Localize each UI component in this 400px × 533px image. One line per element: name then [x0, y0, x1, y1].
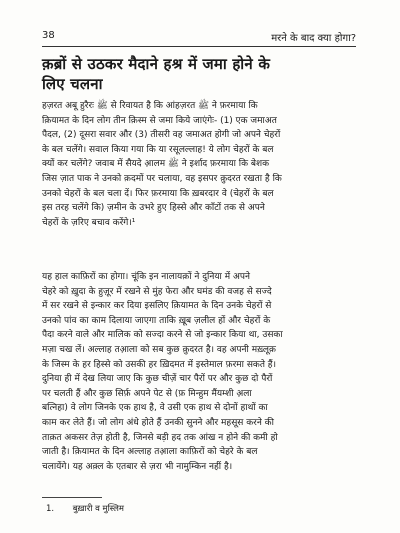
paragraph-hadith: [42, 99, 356, 230]
text-line: क़ियामत के दिन लोग तीन क़िस्म से जमा किये जाएंगेः- (1) एक जमाअत: [42, 115, 277, 126]
text-line: उनको चेहरों के बल चला दें। फिर फ़रमाया कि ख़बरदार वे (चेहरों के बल: [42, 188, 274, 199]
footnote-number: 1.: [46, 504, 55, 514]
text-line: जिस ज़ात पाक ने उनको क़दमों पर चलाया, वह इसपर क़ुदरत रखता है कि: [42, 173, 282, 184]
text-line: यह हाल काफ़िरों का होगा। चूंकि इन नालायक़ों ने दुनिया में अपने: [42, 272, 250, 282]
text-line: इस तरह चलेंगे कि) ज़मीन के उभरे हुए हिस्से और काँटों तक से अपने: [42, 203, 265, 214]
text-line: मज़ा चख लें। अल्लाह तआ़ला को सब कुछ क़ुदरत है। वह अपनी मख़्लूक़: [42, 344, 276, 355]
page-header: [42, 30, 356, 47]
text-line: क्यों कर चलेंगे? जवाब में सैयदे आ़लम ﷺ ने इर्शाद फ़रमाया कि बेशक: [42, 159, 270, 170]
chapter-title-line: लिए चलना: [42, 75, 103, 93]
text-line: बत्निहा) वे लोग जिनके एक हाथ है, वे उसी एक हाथ से दोनों हाथों का: [42, 403, 268, 414]
text-line: पैदा करने वाले और मालिक को सज्दा करने से जो इन्कार किया था, उसका: [42, 330, 283, 341]
running-head: मरने के बाद क्या होगा?: [271, 33, 356, 44]
text-line: पर चलती हैं और कुछ सिर्फ़ अपने पेट से (फ़ मिन्हुम मैंयम्शी अ़ला: [42, 388, 252, 399]
text-line: चलायेंगे। यह अक़्ल के एतबार से ज़रा भी नामुम्किन नहीं है।: [42, 461, 233, 472]
page-number: 38: [42, 30, 55, 41]
footnote: [46, 503, 124, 515]
text-line: उनको पांव का काम दिलाया जाएगा ताकि ख़ूब ज़लील हों और चेहरों के: [42, 315, 271, 326]
text-line: ताक़त अकसर तेज़ होती है, जिनसे बड़ी हद तक आंख न होने की कमी हो: [42, 432, 278, 443]
text-line: चेहरे को ख़ुदा के हुज़ूर में रखने से मुंह फेरा और घमंड की वजह से सज्दे: [42, 286, 272, 297]
text-line: हज़रत अबू हुरैरः ﷺ से रिवायत है कि आंहज़रत ﷺ ने फ़रमाया कि: [42, 101, 258, 111]
chapter-title-line: क़ब्रों से उठकर मैदाने हश्र में जमा होने के: [42, 55, 271, 73]
text-line: जाती है। क़ियामत के दिन अल्लाह तआ़ला काफ़िरों को चेहरे के बल: [42, 447, 258, 458]
text-line: काम कर लेते हैं। जो लोग अंधे होते हैं उनकी सुनने और महसूस करने की: [42, 417, 274, 428]
text-line: के जिस्म के हर हिस्से को उसकी हर ख़िदमत में इस्तेमाल फ़रमा सकते हैं।: [42, 359, 276, 370]
text-line: चेहरों के ज़रिए बचाव करेंगे।¹: [42, 217, 136, 228]
footnote-text: बुख़ारी व मुस्लिम: [72, 504, 124, 514]
paragraph-explanation: [42, 270, 356, 474]
text-line: दुनिया ही में देख लिया जाए कि कुछ चीज़ें चार पैरों पर और कुछ दो पैरों: [42, 374, 273, 385]
text-line: के बल चलेंगे। सवाल किया गया कि या रसूलल्लाह! ये लोग चेहरों के बल: [42, 144, 274, 155]
chapter-title: [42, 54, 342, 94]
footnote-divider: [42, 497, 102, 498]
text-line: में सर रखने से इन्कार कर दिया इसलिए क़ियामत के दिन उनके चेहरों से: [42, 301, 272, 312]
text-line: पैदल, (2) दूसरा सवार और (3) तीसरी वह जमाअत होगी जो अपने चेहरों: [42, 130, 281, 141]
